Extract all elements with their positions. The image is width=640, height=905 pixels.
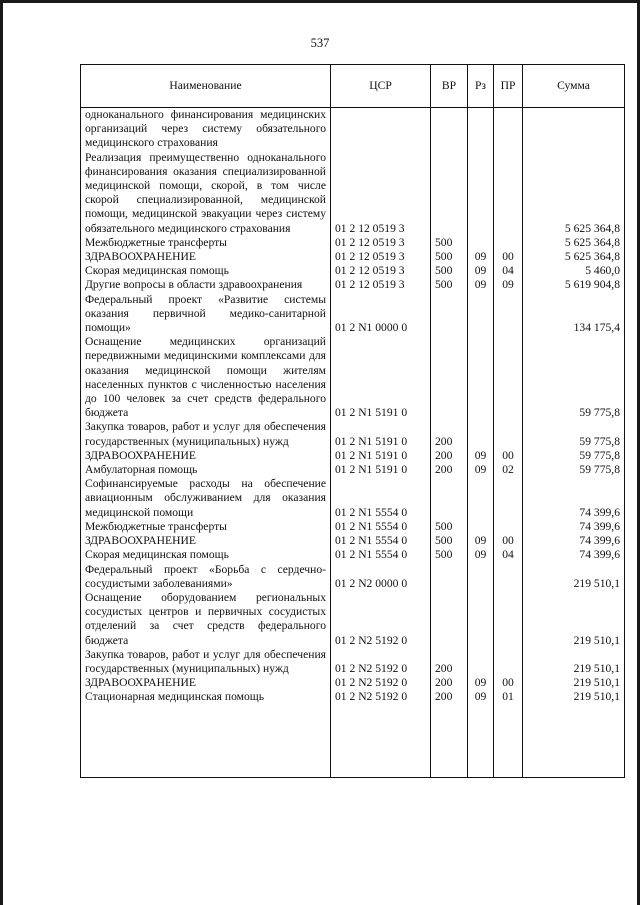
cell-rz	[468, 335, 494, 420]
cell-name: ЗДРАВООХРАНЕНИЕ	[81, 449, 331, 463]
cell-vr	[431, 477, 468, 520]
cell-rz: 09	[468, 548, 494, 562]
cell-vr: 200	[431, 449, 468, 463]
cell-rz	[468, 293, 494, 336]
cell-vr: 200	[431, 690, 468, 704]
cell-sum: 59 775,8	[523, 420, 625, 448]
table-row	[81, 278, 625, 292]
cell-vr: 200	[431, 463, 468, 477]
cell-pr	[494, 563, 523, 591]
cell-rz	[468, 520, 494, 534]
cell-sum: 219 510,1	[523, 591, 625, 648]
table-row	[81, 534, 625, 548]
cell-csr: 01 2 12 0519 3	[331, 278, 431, 292]
cell-rz	[468, 108, 494, 151]
cell-rz	[468, 151, 494, 236]
cell-csr: 01 2 N1 5554 0	[331, 520, 431, 534]
cell-sum: 74 399,6	[523, 520, 625, 534]
cell-sum: 74 399,6	[523, 548, 625, 562]
table-row	[81, 293, 625, 336]
cell-name: ЗДРАВООХРАНЕНИЕ	[81, 250, 331, 264]
cell-rz: 09	[468, 449, 494, 463]
cell-pr: 01	[494, 690, 523, 704]
table-row	[81, 648, 625, 676]
cell-vr	[431, 293, 468, 336]
cell-name: одноканального финансирования медицинских организаций через систему обязательного медицинского страхования	[81, 108, 331, 151]
cell-rz: 09	[468, 690, 494, 704]
cell-name: Скорая медицинская помощь	[81, 548, 331, 562]
cell-name: Оснащение оборудованием региональных сосудистых центров и первичных сосудистых отделений за счет средств федерального бюджета	[81, 591, 331, 648]
cell-name: Реализация преимущественно одноканального финансирования оказания специализированной медицинской помощи, скорой, в том числе скорой специализированной, медицинской помощи, медицинской эвакуации через систему обязательного медицинского страхования	[81, 151, 331, 236]
table-row	[81, 520, 625, 534]
cell-csr: 01 2 N1 5554 0	[331, 548, 431, 562]
cell-pr	[494, 236, 523, 250]
cell-sum: 5 625 364,8	[523, 250, 625, 264]
table-row	[81, 264, 625, 278]
cell-vr	[431, 151, 468, 236]
cell-csr: 01 2 N1 5554 0	[331, 534, 431, 548]
cell-rz	[468, 591, 494, 648]
table-header-row	[81, 65, 625, 108]
cell-pr	[494, 293, 523, 336]
cell-sum: 5 625 364,8	[523, 151, 625, 236]
header-rz: Рз	[468, 65, 494, 108]
header-pr: ПР	[494, 65, 523, 108]
cell-rz	[468, 420, 494, 448]
cell-name: Закупка товаров, работ и услуг для обеспечения государственных (муниципальных) нужд	[81, 420, 331, 448]
cell-pr: 00	[494, 534, 523, 548]
cell-rz: 09	[468, 264, 494, 278]
cell-pr: 00	[494, 449, 523, 463]
cell-sum: 74 399,6	[523, 534, 625, 548]
cell-name: ЗДРАВООХРАНЕНИЕ	[81, 676, 331, 690]
cell-name: ЗДРАВООХРАНЕНИЕ	[81, 534, 331, 548]
table-row	[81, 449, 625, 463]
cell-sum	[523, 108, 625, 151]
cell-name: Федеральный проект «Борьба с сердечно-сосудистыми заболеваниями»	[81, 563, 331, 591]
blank-cell	[468, 705, 494, 778]
table-row	[81, 477, 625, 520]
cell-name: Стационарная медицинская помощь	[81, 690, 331, 704]
table-body	[81, 108, 625, 778]
cell-vr: 500	[431, 264, 468, 278]
cell-csr: 01 2 N1 5191 0	[331, 463, 431, 477]
cell-vr	[431, 335, 468, 420]
cell-vr: 500	[431, 278, 468, 292]
header-csr: ЦСР	[331, 65, 431, 108]
cell-sum: 5 619 904,8	[523, 278, 625, 292]
cell-name: Межбюджетные трансферты	[81, 520, 331, 534]
cell-csr: 01 2 N1 5191 0	[331, 420, 431, 448]
table-row	[81, 463, 625, 477]
cell-csr: 01 2 N2 0000 0	[331, 563, 431, 591]
cell-csr: 01 2 N1 5191 0	[331, 449, 431, 463]
cell-rz: 09	[468, 534, 494, 548]
cell-sum: 219 510,1	[523, 563, 625, 591]
blank-cell	[431, 705, 468, 778]
cell-vr: 500	[431, 236, 468, 250]
table-row	[81, 676, 625, 690]
cell-rz: 09	[468, 676, 494, 690]
cell-vr	[431, 108, 468, 151]
header-vr: ВР	[431, 65, 468, 108]
cell-vr: 200	[431, 420, 468, 448]
cell-name: Закупка товаров, работ и услуг для обеспечения государственных (муниципальных) нужд	[81, 648, 331, 676]
cell-name: Скорая медицинская помощь	[81, 264, 331, 278]
blank-cell	[331, 705, 431, 778]
cell-sum: 219 510,1	[523, 676, 625, 690]
header-sum: Сумма	[523, 65, 625, 108]
cell-sum: 59 775,8	[523, 463, 625, 477]
blank-cell	[523, 705, 625, 778]
cell-csr: 01 2 N1 5191 0	[331, 335, 431, 420]
table-row	[81, 236, 625, 250]
table-row	[81, 690, 625, 704]
table-row	[81, 420, 625, 448]
cell-sum: 59 775,8	[523, 335, 625, 420]
cell-pr	[494, 591, 523, 648]
table-row	[81, 108, 625, 151]
cell-vr: 500	[431, 520, 468, 534]
cell-pr	[494, 151, 523, 236]
scan-edge-left	[0, 0, 3, 905]
cell-sum: 5 625 364,8	[523, 236, 625, 250]
blank-cell	[494, 705, 523, 778]
cell-rz: 09	[468, 278, 494, 292]
cell-pr: 04	[494, 264, 523, 278]
cell-csr: 01 2 N2 5192 0	[331, 690, 431, 704]
cell-sum: 59 775,8	[523, 449, 625, 463]
cell-sum: 5 460,0	[523, 264, 625, 278]
cell-rz	[468, 477, 494, 520]
cell-name: Другие вопросы в области здравоохранения	[81, 278, 331, 292]
cell-csr: 01 2 12 0519 3	[331, 236, 431, 250]
cell-vr: 500	[431, 534, 468, 548]
budget-table	[80, 64, 625, 778]
table-row	[81, 151, 625, 236]
cell-csr: 01 2 12 0519 3	[331, 264, 431, 278]
cell-sum: 134 175,4	[523, 293, 625, 336]
cell-sum: 219 510,1	[523, 648, 625, 676]
cell-csr: 01 2 N1 5554 0	[331, 477, 431, 520]
cell-pr	[494, 648, 523, 676]
cell-vr: 200	[431, 648, 468, 676]
table-row	[81, 563, 625, 591]
cell-name: Федеральный проект «Развитие системы оказания первичной медико-санитарной помощи»	[81, 293, 331, 336]
cell-pr: 00	[494, 250, 523, 264]
table-blank-space	[81, 705, 625, 778]
page-number: 537	[310, 36, 330, 50]
cell-pr: 09	[494, 278, 523, 292]
cell-vr: 200	[431, 676, 468, 690]
cell-pr	[494, 420, 523, 448]
cell-pr	[494, 477, 523, 520]
cell-vr: 500	[431, 548, 468, 562]
blank-cell	[81, 705, 331, 778]
cell-name: Софинансируемые расходы на обеспечение авиационным обслуживанием для оказания медицинской помощи	[81, 477, 331, 520]
scan-edge-top	[0, 0, 640, 3]
table-row	[81, 591, 625, 648]
cell-vr	[431, 591, 468, 648]
cell-rz	[468, 563, 494, 591]
cell-pr: 02	[494, 463, 523, 477]
cell-vr: 500	[431, 250, 468, 264]
cell-csr: 01 2 12 0519 3	[331, 151, 431, 236]
cell-name: Оснащение медицинских организаций передвижными медицинскими комплексами для оказания медицинской помощи жителям населенных пунктов с численностью населения до 100 человек за счет средств федерального бюджета	[81, 335, 331, 420]
table-row	[81, 250, 625, 264]
table-row	[81, 335, 625, 420]
cell-rz	[468, 236, 494, 250]
cell-csr: 01 2 12 0519 3	[331, 250, 431, 264]
cell-csr: 01 2 N2 5192 0	[331, 648, 431, 676]
cell-name: Амбулаторная помощь	[81, 463, 331, 477]
header-name: Наименование	[81, 65, 331, 108]
cell-csr: 01 2 N2 5192 0	[331, 676, 431, 690]
cell-pr: 00	[494, 676, 523, 690]
cell-csr: 01 2 N2 5192 0	[331, 591, 431, 648]
cell-rz: 09	[468, 463, 494, 477]
cell-rz	[468, 648, 494, 676]
table-row	[81, 548, 625, 562]
cell-pr	[494, 108, 523, 151]
cell-sum: 219 510,1	[523, 690, 625, 704]
cell-pr	[494, 520, 523, 534]
cell-csr	[331, 108, 431, 151]
cell-rz: 09	[468, 250, 494, 264]
cell-name: Межбюджетные трансферты	[81, 236, 331, 250]
cell-sum: 74 399,6	[523, 477, 625, 520]
cell-vr	[431, 563, 468, 591]
cell-pr: 04	[494, 548, 523, 562]
cell-csr: 01 2 N1 0000 0	[331, 293, 431, 336]
cell-pr	[494, 335, 523, 420]
